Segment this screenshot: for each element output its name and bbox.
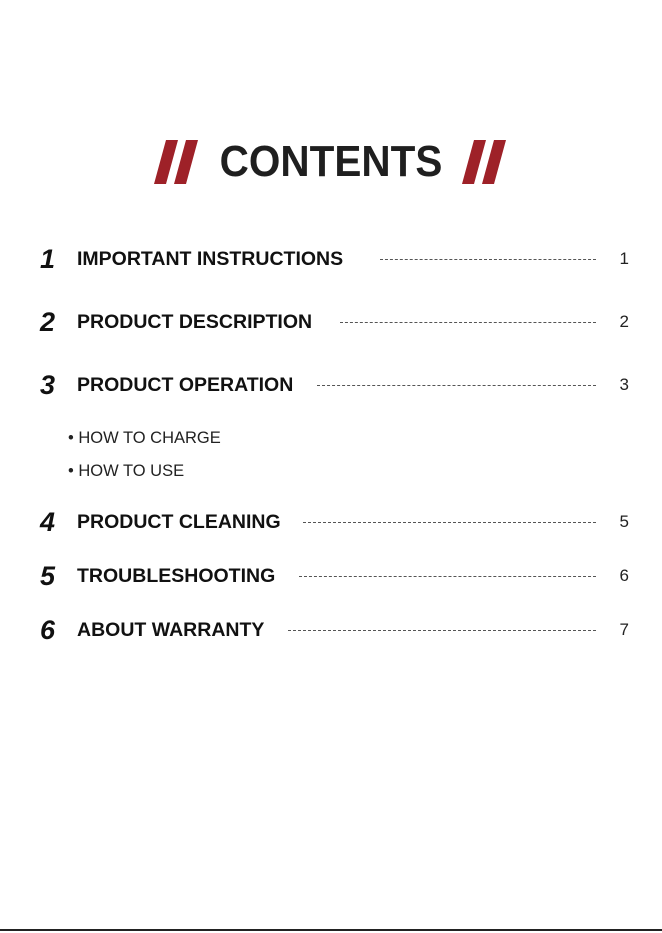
toc-subitem-how-to-use[interactable]: • HOW TO USE [68,462,185,480]
toc-page-number: 2 [619,312,629,331]
toc-label: PRODUCT CLEANING [77,511,281,533]
dotted-leader [299,576,596,577]
dotted-leader [288,630,596,631]
toc-label: PRODUCT OPERATION [77,374,294,396]
toc-page-number: 1 [619,249,629,268]
double-slash-left-icon [154,140,200,184]
toc-number: 4 [40,507,56,537]
toc-entry-troubleshooting[interactable] [0,561,662,591]
toc-page-number: 7 [619,620,629,639]
toc-label: PRODUCT DESCRIPTION [77,311,313,333]
toc-entry-product-operation[interactable] [0,370,662,400]
dotted-leader [380,259,596,260]
toc-label: IMPORTANT INSTRUCTIONS [77,248,344,270]
toc-entry-product-description[interactable] [0,307,662,337]
toc-page-number: 6 [619,566,629,585]
dotted-leader [303,522,596,523]
double-slash-right-icon [462,140,508,184]
toc-entry-product-cleaning[interactable] [0,507,662,537]
bottom-rule [0,929,662,931]
toc-entry-important-instructions[interactable] [0,244,662,274]
toc-label: ABOUT WARRANTY [77,619,265,641]
toc-number: 2 [40,307,56,337]
toc-number: 1 [40,244,56,274]
toc-entry-about-warranty[interactable] [0,615,662,645]
toc-page-number: 3 [619,375,629,394]
toc-number: 5 [40,561,56,591]
contents-heading [0,132,662,192]
toc-number: 6 [40,615,56,645]
toc-label: TROUBLESHOOTING [77,565,276,587]
dotted-leader [340,322,596,323]
dotted-leader [317,385,596,386]
page-title: CONTENTS [219,137,443,186]
toc-page-number: 5 [619,512,629,531]
toc-number: 3 [40,370,56,400]
toc-subitem-how-to-charge[interactable]: • HOW TO CHARGE [68,429,221,447]
